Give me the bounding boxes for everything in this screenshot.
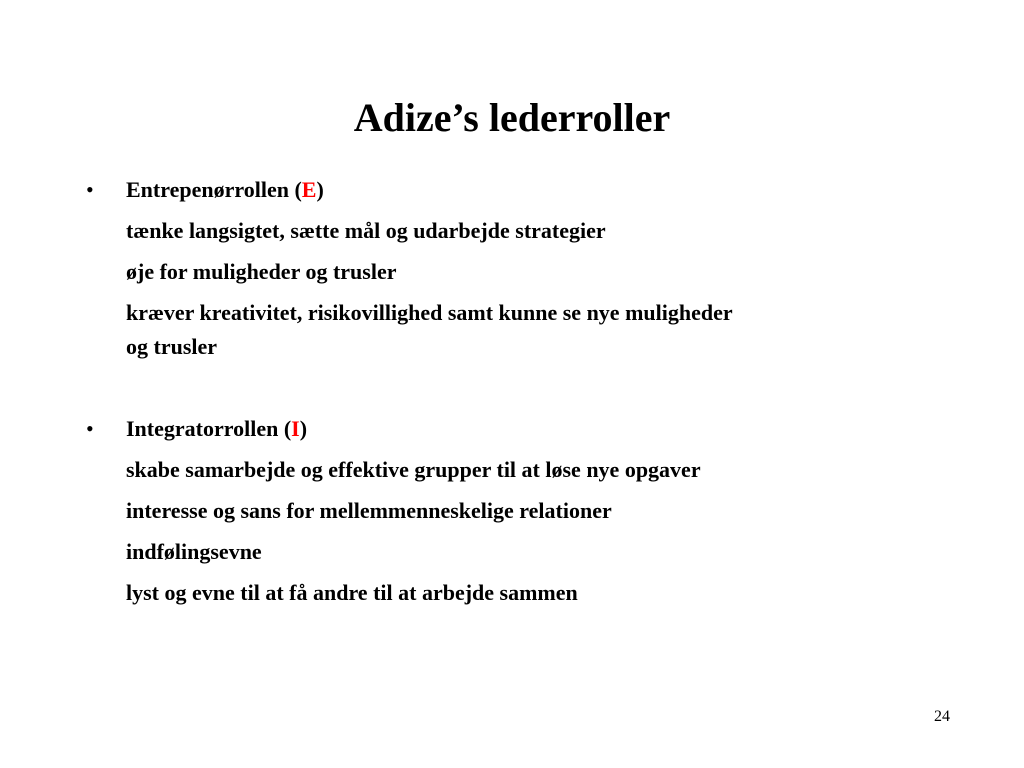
section-heading-text xyxy=(126,173,324,207)
heading-suffix: ) xyxy=(299,416,308,441)
section-entrepenor xyxy=(0,173,1024,207)
role-letter: E xyxy=(301,177,317,202)
section-item: kræver kreativitet, risikovillighed samt kunne se nye muligheder xyxy=(126,300,733,325)
heading-suffix: ) xyxy=(316,177,324,202)
role-letter: I xyxy=(291,416,300,441)
section-heading-text xyxy=(126,412,307,446)
section-heading xyxy=(0,173,1024,207)
page-number: 24 xyxy=(934,708,950,725)
section-heading xyxy=(0,412,1024,446)
heading-prefix: Entrepenørrollen ( xyxy=(126,177,302,202)
bullet-icon: • xyxy=(86,416,94,441)
heading-prefix: Integratorrollen ( xyxy=(126,416,292,441)
section-item: skabe samarbejde og effektive grupper til at løse nye opgaver xyxy=(126,457,701,482)
section-item-continuation: og trusler xyxy=(126,334,218,359)
section-item: interesse og sans for mellemmenneskelige relationer xyxy=(126,498,612,523)
section-integrator xyxy=(0,412,1024,446)
bullet-icon: • xyxy=(86,177,94,202)
section-item: øje for muligheder og trusler xyxy=(126,259,397,284)
section-item: indfølingsevne xyxy=(126,539,262,564)
section-item: tænke langsigtet, sætte mål og udarbejde strategier xyxy=(126,218,606,243)
section-item: lyst og evne til at få andre til at arbejde sammen xyxy=(126,580,578,605)
slide-title: Adize’s lederroller xyxy=(353,95,671,140)
